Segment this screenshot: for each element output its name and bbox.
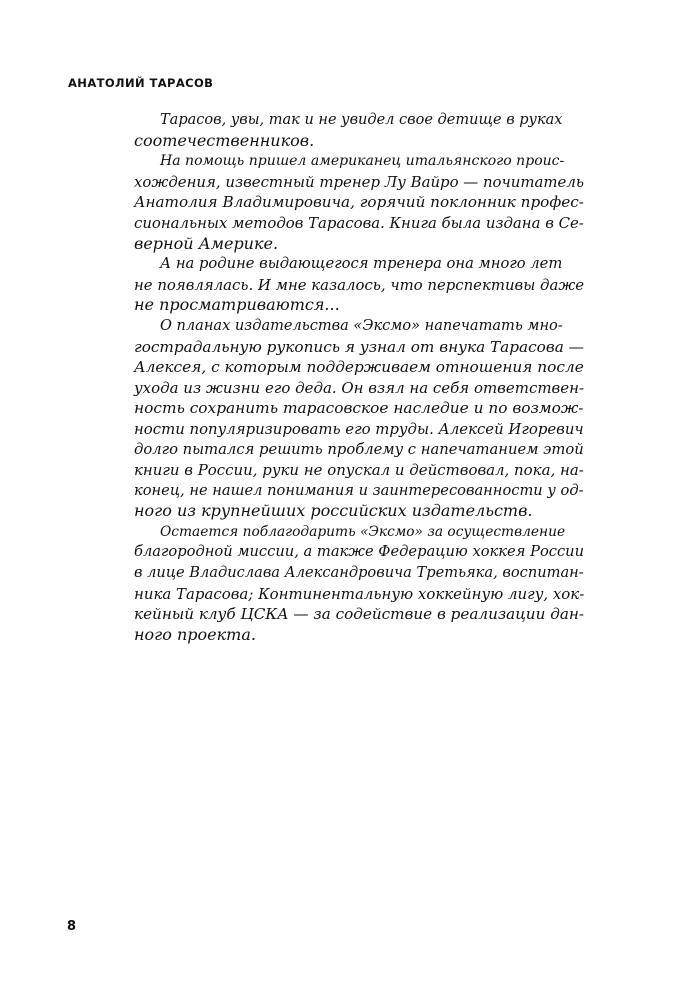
text-line: не появлялась. И мне казалось, что перспективы даже: [134, 275, 585, 294]
text-line: не просматриваются...: [134, 295, 340, 315]
text-line: в лице Владислава Александровича Третьяка, воспитан-: [134, 564, 584, 582]
text-line: книги в России, руки не опускал и действовал, пока, на-: [134, 461, 584, 480]
text-line: На помощь пришел американец итальянского проис-: [160, 153, 565, 170]
text-line: Остается поблагодарить «Эксмо» за осуществление: [160, 523, 566, 540]
text-line: ного из крупнейших российских издательств.: [134, 501, 533, 521]
text-line: ника Тарасова; Континентальную хоккейную лигу, хок-: [134, 584, 585, 603]
text-line: ности популяризировать его труды. Алексей Игоревич: [134, 419, 584, 438]
text-line: верной Америке.: [134, 233, 279, 253]
text-line: ность сохранить тарасовское наследие и по возмож-: [134, 399, 584, 418]
paragraph: [134, 110, 584, 151]
text-line: хождения, известный тренер Лу Вайро — почитатель: [134, 172, 584, 191]
text-line: А на родине выдающегося тренера она много лет: [160, 255, 563, 273]
page-number: 8: [67, 919, 77, 934]
text-line: гострадальную рукопись я узнал от внука Тарасова —: [134, 337, 584, 356]
text-line: кейный клуб ЦСКА — за содействие в реализации дан-: [134, 605, 585, 624]
text-line: конец, не нашел понимания и заинтересованности у од-: [134, 481, 584, 499]
text-line: О планах издательства «Эксмо» напечатать мно-: [160, 316, 563, 334]
text-line: Анатолия Владимировича, горячий поклонник профес-: [134, 193, 584, 212]
paragraph: [134, 151, 584, 254]
text-line: ухода из жизни его деда. Он взял на себя ответствен-: [134, 378, 585, 397]
text-line: Тарасов, увы, так и не увидел свое детище в руках: [160, 112, 563, 128]
text-line: соотечественников.: [134, 130, 315, 150]
body-text: [134, 110, 584, 645]
text-line: долго пытался решить проблему с напечатанием этой: [134, 440, 584, 458]
paragraph: [134, 316, 584, 522]
text-line: Алексея, с которым поддерживаем отношения после: [134, 358, 584, 377]
text-line: благородной миссии, а также Федерацию хоккея России: [134, 543, 585, 561]
text-line: ного проекта.: [134, 624, 256, 644]
text-line: сиональных методов Тарасова. Книга была издана в Се-: [134, 213, 584, 232]
paragraph: [134, 254, 584, 316]
paragraph: [134, 522, 584, 646]
running-head: АНАТОЛИЙ ТАРАСОВ: [68, 76, 214, 90]
